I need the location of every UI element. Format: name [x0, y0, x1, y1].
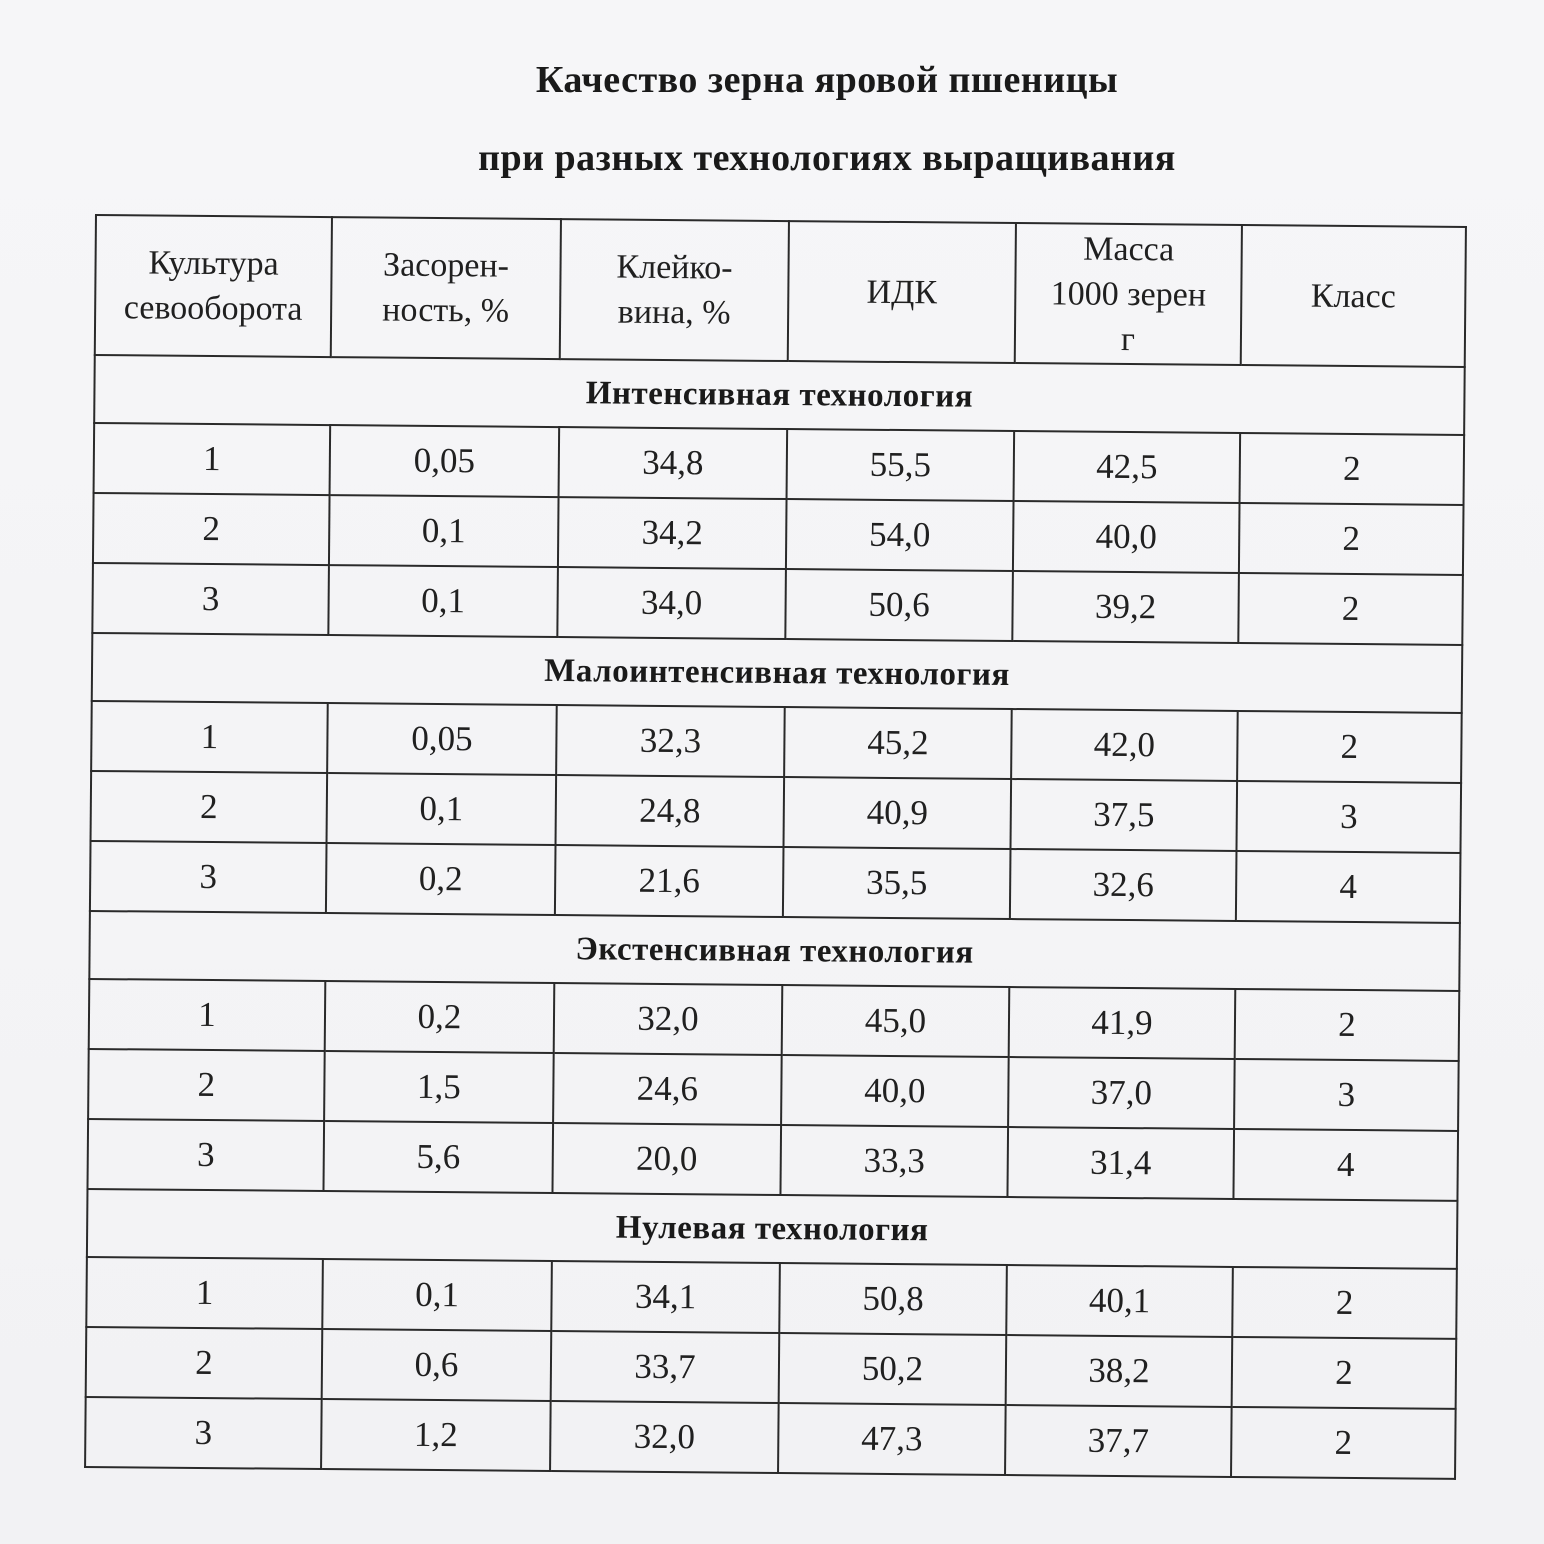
header-gluten	[560, 219, 789, 361]
cell-mass: 31,4	[1007, 1127, 1234, 1199]
cell-weediness: 0,1	[328, 565, 558, 637]
cell-crop: 3	[85, 1397, 322, 1469]
cell-class: 2	[1237, 711, 1462, 783]
cell-class: 3	[1234, 1059, 1459, 1131]
header-text: Клейко-	[616, 248, 733, 287]
cell-weediness: 0,05	[327, 703, 557, 775]
header-text: ИДК	[866, 273, 938, 311]
cell-crop: 2	[88, 1049, 325, 1121]
table-row	[94, 423, 1465, 505]
cell-idk: 40,0	[781, 1055, 1009, 1127]
header-idk	[788, 221, 1016, 363]
cell-gluten: 32,3	[556, 705, 785, 777]
section-row	[87, 1189, 1458, 1269]
header-class	[1241, 225, 1466, 367]
cell-class: 2	[1232, 1337, 1457, 1409]
section-row	[92, 633, 1463, 713]
table-row	[90, 841, 1461, 923]
cell-idk: 45,2	[784, 707, 1012, 779]
cell-crop: 1	[86, 1257, 323, 1329]
table-row	[89, 979, 1460, 1061]
cell-gluten: 33,7	[551, 1331, 780, 1403]
cell-crop: 2	[93, 493, 330, 565]
header-text: вина, %	[617, 293, 731, 332]
cell-crop: 2	[91, 771, 328, 843]
cell-mass: 40,1	[1006, 1265, 1233, 1337]
cell-weediness: 0,2	[326, 843, 556, 915]
table-row	[85, 1397, 1456, 1479]
cell-weediness: 0,1	[327, 773, 557, 845]
header-text: г	[1120, 320, 1136, 358]
table-row	[91, 701, 1462, 783]
section-title: Нулевая технология	[87, 1189, 1458, 1269]
cell-class: 4	[1233, 1129, 1458, 1201]
cell-class: 2	[1232, 1267, 1457, 1339]
cell-mass: 41,9	[1009, 987, 1236, 1059]
cell-crop: 1	[94, 423, 331, 495]
cell-gluten: 24,8	[556, 775, 785, 847]
cell-weediness: 0,2	[325, 981, 555, 1053]
section-title: Малоинтенсивная технология	[92, 633, 1463, 713]
cell-mass: 40,0	[1013, 501, 1240, 573]
cell-gluten: 34,1	[551, 1261, 780, 1333]
cell-mass: 37,7	[1005, 1405, 1232, 1477]
cell-crop: 3	[92, 563, 329, 635]
cell-idk: 50,2	[779, 1333, 1007, 1405]
table-row	[91, 771, 1462, 853]
cell-class: 2	[1239, 503, 1464, 575]
header-text: севооборота	[123, 289, 303, 328]
cell-gluten: 34,8	[559, 427, 788, 499]
header-text: Класс	[1310, 277, 1396, 315]
cell-class: 2	[1231, 1407, 1456, 1479]
cell-class: 4	[1236, 851, 1461, 923]
section-title: Интенсивная технология	[94, 355, 1465, 435]
table-row	[86, 1327, 1457, 1409]
cell-gluten: 20,0	[552, 1123, 781, 1195]
cell-weediness: 1,2	[321, 1399, 551, 1471]
cell-idk: 50,6	[785, 569, 1013, 641]
cell-class: 2	[1238, 573, 1463, 645]
table-row	[87, 1119, 1458, 1201]
table-row	[88, 1049, 1459, 1131]
section-row	[94, 355, 1465, 435]
header-thousand-grain-mass	[1015, 223, 1242, 365]
cell-idk: 55,5	[787, 429, 1015, 501]
header-text: ность, %	[382, 291, 510, 330]
cell-crop: 1	[89, 979, 326, 1051]
cell-mass: 39,2	[1012, 571, 1239, 643]
cell-gluten: 32,0	[554, 983, 783, 1055]
cell-weediness: 0,05	[330, 425, 560, 497]
header-text: Культура	[148, 244, 279, 283]
cell-idk: 47,3	[778, 1403, 1006, 1475]
header-text: Засорен-	[382, 246, 510, 285]
cell-crop: 2	[86, 1327, 323, 1399]
table-container	[84, 214, 1465, 1480]
table-body	[85, 355, 1465, 1479]
cell-gluten: 34,2	[558, 497, 787, 569]
cell-idk: 40,9	[784, 777, 1012, 849]
cell-weediness: 5,6	[323, 1121, 553, 1193]
header-weediness	[331, 217, 561, 359]
header-crop-rotation	[95, 215, 332, 357]
cell-idk: 35,5	[783, 847, 1011, 919]
header-text: 1000 зерен	[1050, 274, 1207, 314]
cell-mass: 37,5	[1010, 779, 1237, 851]
cell-mass: 37,0	[1008, 1057, 1235, 1129]
cell-idk: 50,8	[779, 1263, 1007, 1335]
document-title-line-2: при разных технологиях выращивания	[478, 137, 1176, 179]
cell-mass: 42,5	[1014, 431, 1241, 503]
grain-quality-table	[84, 214, 1467, 1480]
cell-weediness: 0,6	[322, 1329, 552, 1401]
table-header-row	[95, 215, 1466, 367]
cell-mass: 32,6	[1010, 849, 1237, 921]
cell-class: 2	[1235, 989, 1460, 1061]
cell-idk: 45,0	[782, 985, 1010, 1057]
table-row	[93, 493, 1464, 575]
cell-idk: 33,3	[780, 1125, 1008, 1197]
section-row	[89, 911, 1460, 991]
cell-mass: 42,0	[1011, 709, 1238, 781]
cell-gluten: 24,6	[553, 1053, 782, 1125]
document-title-line-1: Качество зерна яровой пшеницы	[535, 59, 1119, 101]
cell-mass: 38,2	[1006, 1335, 1233, 1407]
cell-class: 3	[1236, 781, 1461, 853]
cell-class: 2	[1240, 433, 1465, 505]
cell-gluten: 21,6	[555, 845, 784, 917]
cell-weediness: 1,5	[324, 1051, 554, 1123]
cell-crop: 1	[91, 701, 328, 773]
cell-crop: 3	[87, 1119, 324, 1191]
cell-gluten: 32,0	[550, 1401, 779, 1473]
cell-gluten: 34,0	[557, 567, 786, 639]
table-row	[86, 1257, 1457, 1339]
header-text: Масса	[1083, 230, 1175, 268]
cell-weediness: 0,1	[322, 1259, 552, 1331]
cell-weediness: 0,1	[329, 495, 559, 567]
cell-idk: 54,0	[786, 499, 1014, 571]
section-title: Экстенсивная технология	[89, 911, 1460, 991]
cell-crop: 3	[90, 841, 327, 913]
table-row	[92, 563, 1463, 645]
